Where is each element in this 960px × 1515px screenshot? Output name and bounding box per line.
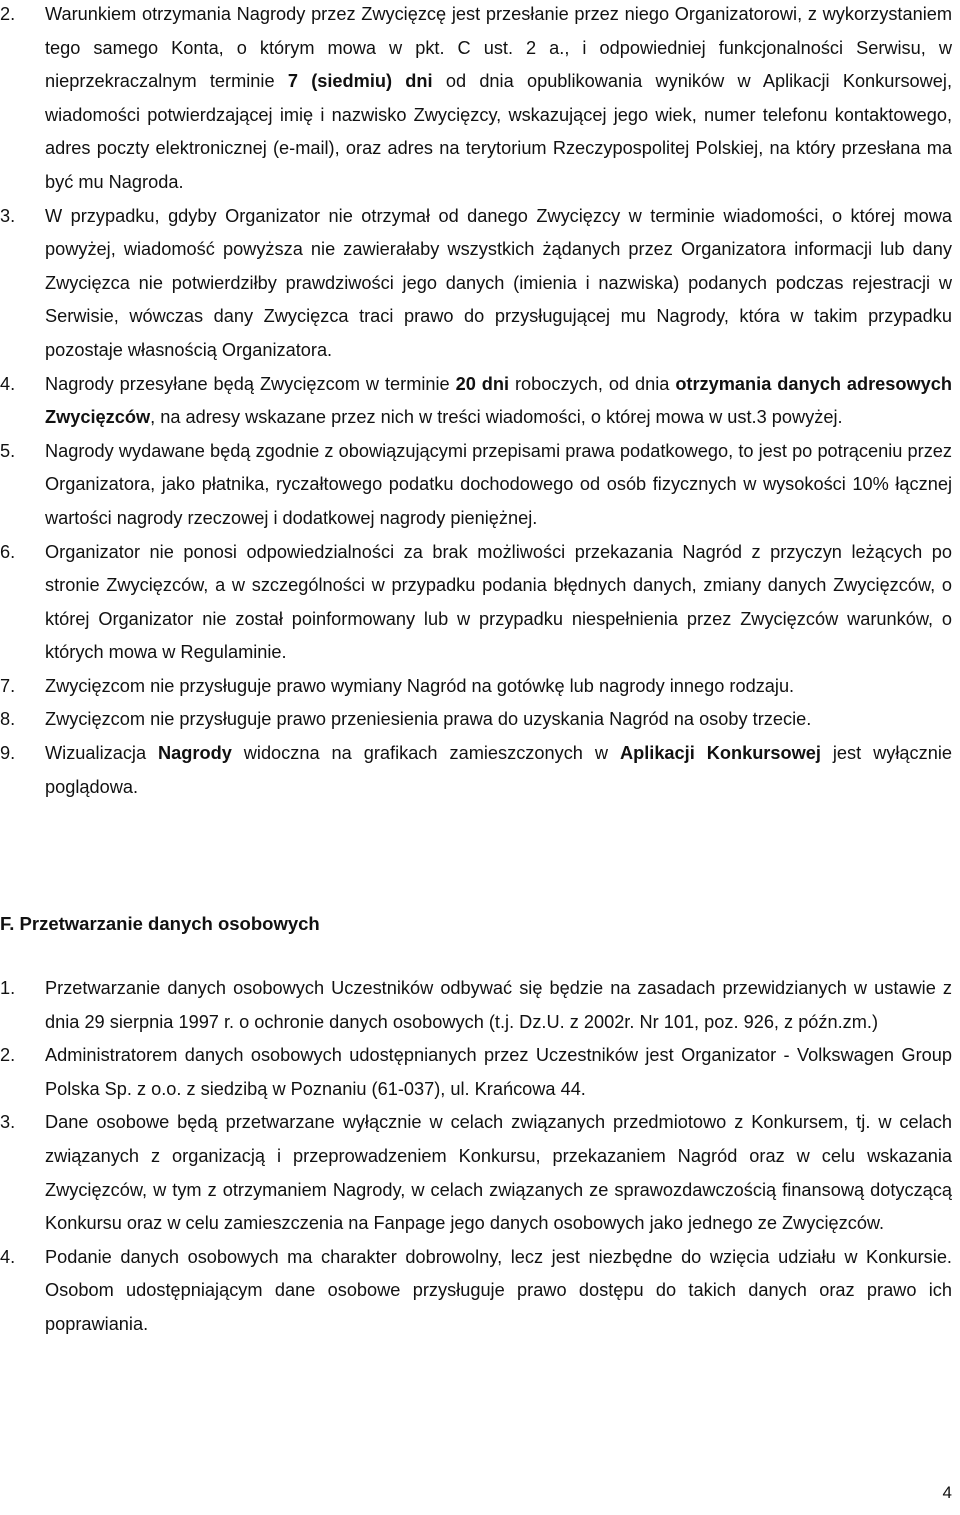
item-text — [45, 206, 952, 360]
section-f-heading: F. Przetwarzanie danych osobowych — [0, 913, 320, 934]
item-text — [45, 978, 952, 1032]
text-run: roboczych, od dnia — [509, 373, 676, 394]
text-run: Zwycięzcom nie przysługuje prawo wymiany Nagród na gotówkę lub nagrody innego rodzaju. — [45, 675, 795, 696]
item-text — [45, 1045, 952, 1099]
item-number: 6. — [0, 541, 16, 562]
item-text — [45, 1247, 952, 1334]
item-number: 7. — [0, 675, 16, 696]
list-item — [0, 703, 952, 737]
list-item — [0, 670, 952, 704]
list-item — [0, 0, 952, 200]
item-text — [45, 1112, 952, 1233]
text-run: W przypadku, gdyby Organizator nie otrzymał od danego Zwycięzcy w terminie wiadomości, o której mowa powyżej, wiadomość powyższa nie zawierałaby wszystkich żądanych przez Organizatora informacji lub dany Zwycięzca nie potwierdziłby prawdziwości jego danych (imienia i nazwiska) podanych podczas rejestracji w Serwisie, wówczas dany Zwycięzca traci prawo do przysługującej mu Nagrody, która w takim przypadku pozostaje własnością Organizatora. — [45, 205, 952, 360]
list-item — [0, 435, 952, 536]
list-item — [0, 1106, 952, 1240]
personal-data-list — [0, 972, 952, 1342]
text-run: Nagrody wydawane będą zgodnie z obowiązującymi przepisami prawa podatkowego, to jest po potrąceniu przez Organizatora, jako płatnika, ryczałtowego podatku dochodowego od osób fizycznych w wysokości 10% łącznej wartości nagrody rzeczowej i dodatkowej nagrody pieniężnej. — [45, 440, 952, 528]
list-item — [0, 368, 952, 435]
item-text — [45, 441, 952, 528]
item-number: 8. — [0, 709, 16, 730]
item-number: 2. — [0, 1045, 16, 1066]
text-run: Wizualizacja — [45, 743, 159, 764]
bold-text: 7 (siedmiu) dni — [287, 71, 433, 92]
list-item — [0, 737, 952, 804]
bold-text: otrzymania danych adresowych Zwycięzców — [45, 373, 952, 428]
bold-text: 20 dni — [455, 373, 510, 394]
text-run: jest wyłącznie poglądowa. — [45, 743, 952, 797]
item-text — [45, 4, 952, 192]
item-text — [45, 709, 811, 729]
item-number: 4. — [0, 373, 16, 394]
item-number: 4. — [0, 1246, 16, 1267]
page-number: 4 — [942, 1483, 952, 1502]
item-number: 3. — [0, 205, 16, 226]
text-run: Dane osobowe będą przetwarzane wyłącznie w celach związanych przedmiotowo z Konkursem, tj. w celach związanych z organizacją i przeprowadzeniem Konkursu, przekazaniem Nagród oraz w celu wskazania Zwycięzców, w tym z otrzymaniem Nagrody, w celach związanych ze sprawozdawczością finansową dotyczącą Konkursu oraz w celu zamieszczenia na Fanpage jego danych osobowych jako jednego ze Zwycięzców. — [45, 1112, 952, 1234]
item-text — [45, 542, 952, 663]
text-run: , na adresy wskazane przez nich w treści wiadomości, o której mowa w ust.3 powyżej. — [150, 407, 843, 428]
text-run: Warunkiem otrzymania Nagrody przez Zwycięzcę jest przesłanie przez niego Organizatorowi, z wykorzystaniem tego samego Konta, o którym mowa w pkt. C ust. 2 a., i odpowiedniej funkcjonalności Serwisu, w nieprzekraczalnym terminie — [45, 4, 952, 92]
item-text — [45, 676, 794, 696]
list-item — [0, 1241, 952, 1342]
text-run: Zwycięzcom nie przysługuje prawo przeniesienia prawa do uzyskania Nagród na osoby trzecie. — [45, 709, 812, 730]
item-text — [45, 743, 952, 797]
list-item — [0, 536, 952, 670]
text-run: Podanie danych osobowych ma charakter dobrowolny, lecz jest niezbędne do wzięcia udziału w Konkursie. Osobom udostępniającym dane osobowe przysługuje prawo dostępu do takich danych oraz prawo ich poprawiania. — [45, 1246, 952, 1334]
item-number: 3. — [0, 1112, 16, 1133]
item-number: 5. — [0, 440, 16, 461]
text-run: Przetwarzanie danych osobowych Uczestników odbywać się będzie na zasadach przewidzianych w ustawie z dnia 29 sierpnia 1997 r. o ochronie danych osobowych (t.j. Dz.U. z 2002r. Nr 101, poz. 926, z późn.zm.) — [45, 978, 952, 1032]
item-number: 9. — [0, 743, 16, 764]
item-text — [45, 374, 952, 428]
item-number: 2. — [0, 4, 16, 24]
text-run: Nagrody przesyłane będą Zwycięzcom w terminie — [45, 373, 456, 394]
bold-text: Nagrody — [158, 743, 232, 764]
list-item — [0, 972, 952, 1039]
item-number: 1. — [0, 978, 16, 998]
text-run: od dnia opublikowania wyników w Aplikacji Konkursowej, wiadomości potwierdzającej imię i nazwisko Zwycięzcy, wskazującej jego wiek, numer telefonu kontaktowego, adres poczty elektronicznej (e-mail), oraz adres na terytorium Rzeczypospolitej Polskiej, na który przesłana ma być mu Nagroda. — [45, 71, 952, 192]
list-item — [0, 1039, 952, 1106]
bold-text: Aplikacji Konkursowej — [619, 743, 821, 764]
list-item — [0, 200, 952, 368]
text-run: widoczna na grafikach zamieszczonych w — [231, 743, 620, 764]
text-run: Organizator nie ponosi odpowiedzialności za brak możliwości przekazania Nagród z przyczyn leżących po stronie Zwycięzców, a w szczególności w przypadku podania błędnych danych, zmiany danych Zwycięzców, o której Organizator nie został poinformowany lub w przypadku niespełnienia przez Zwycięzców warunków, o których mowa w Regulaminie. — [45, 541, 952, 663]
text-run: Administratorem danych osobowych udostępnianych przez Uczestników jest Organizator - Volkswagen Group Polska Sp. z o.o. z siedzibą w Poznaniu (61-037), ul. Krańcowa 44. — [45, 1045, 952, 1099]
